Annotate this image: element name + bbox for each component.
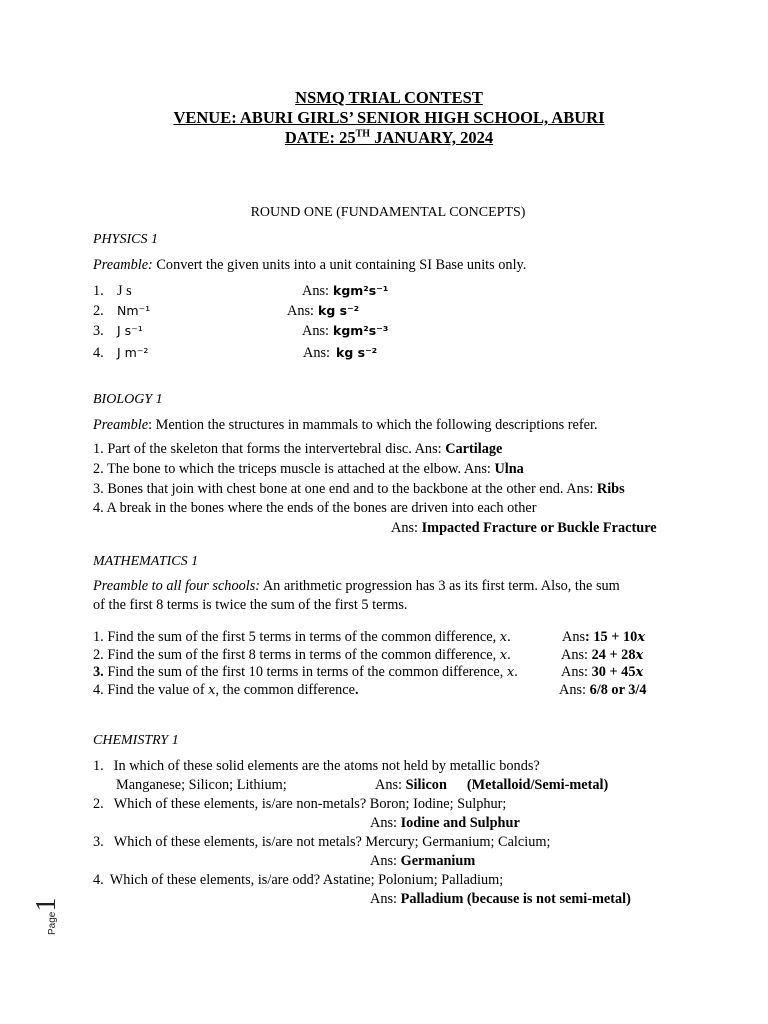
- chem-item-1-answer: [375, 777, 608, 794]
- physics-heading: PHYSICS 1: [93, 232, 158, 247]
- item-num: 3.: [93, 481, 104, 497]
- ans-value: Palladium (because is not semi-metal): [400, 891, 631, 907]
- ans-label: Ans: [562, 629, 586, 645]
- chem-item-4-answer: [370, 891, 631, 908]
- ans-variable: x: [635, 648, 644, 663]
- physics-item-4-answer: [303, 345, 377, 362]
- item-question: The bone to which the triceps muscle is attached at the elbow. Ans:: [107, 461, 495, 477]
- item-text: Find the sum of the first 8 terms in terms of the common difference,: [107, 647, 500, 663]
- ans-label: Ans:: [375, 777, 406, 793]
- chem-item-2-question: [93, 796, 506, 813]
- ans-value: 30 + 45: [588, 664, 636, 680]
- physics-item-4-question: J m⁻²: [117, 345, 149, 360]
- ans-value: Germanium: [400, 853, 476, 869]
- physics-item-3-answer: [302, 323, 388, 340]
- ans-label: Ans:: [303, 345, 331, 361]
- ans-label: Ans:: [391, 520, 422, 536]
- item-answer: Cartilage: [445, 441, 503, 457]
- ans-value: Iodine and Sulphur: [400, 815, 520, 831]
- date-rest: JANUARY, 2024: [370, 128, 494, 147]
- ans-variable: x: [637, 630, 646, 645]
- item-num: 2.: [93, 647, 104, 663]
- chem-item-1-question: [93, 758, 540, 775]
- mathematics-heading: MATHEMATICS 1: [93, 554, 199, 569]
- ans-label: Ans:: [370, 891, 401, 907]
- item-text-post: , the common difference: [215, 682, 355, 698]
- item-num: 1.: [93, 441, 104, 457]
- biology-heading: BIOLOGY 1: [93, 392, 163, 407]
- biology-item-1: [93, 441, 502, 458]
- ans-value: kgm²s⁻¹: [333, 283, 389, 298]
- ans-label: Ans:: [561, 647, 589, 663]
- item-num: 3.: [93, 664, 104, 680]
- physics-item-3-num: 3.: [93, 323, 104, 339]
- ans-label: Ans:: [559, 682, 587, 698]
- ans-label: Ans:: [370, 853, 401, 869]
- item-text: Find the sum of the first 10 terms in terms of the common difference,: [107, 664, 507, 680]
- biology-preamble: [93, 417, 598, 434]
- item-answer: Ribs: [596, 481, 625, 497]
- math-variable: x: [208, 683, 216, 698]
- ans-extra: (Metalloid/Semi-metal): [466, 777, 609, 793]
- chem-item-3-question: [93, 834, 550, 851]
- ans-label: Ans:: [302, 323, 330, 339]
- item-question: Bones that join with chest bone at one end and to the backbone at the other end. Ans:: [107, 481, 597, 497]
- item-num: 4.: [93, 872, 104, 888]
- item-num: 4.: [93, 682, 104, 698]
- ans-value: : 15 + 10: [585, 629, 638, 645]
- preamble-label: Preamble: [93, 417, 149, 433]
- item-question: A break in the bones where the ends of the bones are driven into each other: [106, 500, 537, 516]
- math-item-4-question: [93, 682, 359, 699]
- item-num: 1.: [93, 758, 104, 774]
- physics-item-1-num: 1.: [93, 283, 104, 299]
- math-item-4-answer: [559, 682, 647, 699]
- chemistry-heading: CHEMISTRY 1: [93, 733, 179, 748]
- biology-item-2: [93, 461, 524, 478]
- math-item-2-answer: [561, 647, 643, 664]
- item-text-pre: Find the value of: [107, 682, 209, 698]
- math-variable: x: [506, 665, 515, 680]
- round-title: ROUND ONE (FUNDAMENTAL CONCEPTS): [250, 205, 526, 220]
- math-item-3-answer: [561, 664, 643, 681]
- biology-item-4-answer: [391, 520, 657, 537]
- ans-value: kgm²s⁻³: [333, 323, 389, 338]
- venue-line: VENUE: ABURI GIRLS’ SENIOR HIGH SCHOOL, ABURI: [173, 108, 605, 127]
- math-variable: x: [499, 648, 508, 663]
- chem-item-1-options: Manganese; Silicon; Lithium;: [116, 777, 287, 793]
- ans-value: 24 + 28: [588, 647, 636, 663]
- preamble-text: An arithmetic progression has 3 as its first term. Also, the sum: [260, 578, 620, 594]
- item-answer: Ulna: [494, 461, 524, 477]
- chem-item-2-answer: [370, 815, 520, 832]
- math-item-1-answer: [562, 629, 645, 646]
- item-question: Part of the skeleton that forms the intervertebral disc. Ans:: [107, 441, 446, 457]
- math-variable: x: [499, 630, 508, 645]
- item-end: .: [507, 629, 511, 645]
- physics-item-2-num: 2.: [93, 303, 104, 319]
- ans-label: Ans:: [302, 283, 330, 299]
- physics-item-2-answer: [287, 303, 359, 320]
- biology-item-3: [93, 481, 625, 498]
- physics-item-3-question: J s⁻¹: [117, 323, 143, 338]
- ans-label: Ans:: [561, 664, 589, 680]
- chem-item-4-question: [93, 872, 503, 889]
- math-item-3-question: [93, 664, 518, 681]
- contest-title: NSMQ TRIAL CONTEST: [295, 88, 483, 107]
- item-text: Find the sum of the first 5 terms in terms of the common difference,: [107, 629, 500, 645]
- item-end: .: [514, 664, 518, 680]
- date-line: [0, 128, 768, 148]
- physics-item-2-question: Nm⁻¹: [117, 303, 151, 318]
- item-num: 4.: [93, 500, 104, 516]
- math-preamble-line1: [93, 578, 620, 595]
- item-text: In which of these solid elements are the atoms not held by metallic bonds?: [113, 758, 540, 774]
- preamble-label: Preamble:: [93, 257, 153, 273]
- ans-value: kg s⁻²: [336, 345, 378, 360]
- preamble-text: Convert the given units into a unit containing SI Base units only.: [152, 257, 527, 273]
- physics-item-1-answer: [302, 283, 388, 300]
- date-prefix: DATE: 25: [284, 128, 356, 147]
- item-end: .: [507, 647, 511, 663]
- ans-value: Impacted Fracture or Buckle Fracture: [421, 520, 657, 536]
- ans-value: kg s⁻²: [318, 303, 360, 318]
- physics-preamble: [93, 257, 526, 274]
- ans-label: Ans:: [287, 303, 315, 319]
- item-num: 3.: [93, 834, 104, 850]
- item-num: 2.: [93, 796, 104, 812]
- biology-item-4: [93, 500, 536, 517]
- preamble-label: Preamble to all four schools:: [93, 578, 261, 594]
- ans-variable: x: [635, 665, 644, 680]
- item-num: 2.: [93, 461, 104, 477]
- math-item-1-question: [93, 629, 511, 646]
- item-text: Which of these elements, is/are not metals? Mercury; Germanium; Calcium;: [113, 834, 551, 850]
- item-num: 1.: [93, 629, 104, 645]
- math-preamble-line2: of the first 8 terms is twice the sum of the first 5 terms.: [93, 597, 408, 613]
- page-number: 1: [31, 897, 62, 912]
- preamble-text: : Mention the structures in mammals to which the following descriptions refer.: [148, 417, 598, 433]
- item-end: .: [355, 682, 359, 698]
- math-item-2-question: [93, 647, 511, 664]
- page-word: Page: [47, 911, 58, 935]
- item-text: Which of these elements, is/are non-metals? Boron; Iodine; Sulphur;: [113, 796, 507, 812]
- physics-item-1-question: J s: [117, 283, 132, 299]
- chem-item-3-answer: [370, 853, 475, 870]
- ans-value: 6/8 or 3/4: [586, 682, 647, 698]
- ans-value: Silicon: [405, 777, 447, 793]
- date-suffix-sup: TH: [355, 128, 371, 140]
- item-text: Which of these elements, is/are odd? Astatine; Polonium; Palladium;: [109, 872, 504, 888]
- ans-label: Ans:: [370, 815, 401, 831]
- page-number-label: [30, 898, 64, 935]
- physics-item-4-num: 4.: [93, 345, 104, 361]
